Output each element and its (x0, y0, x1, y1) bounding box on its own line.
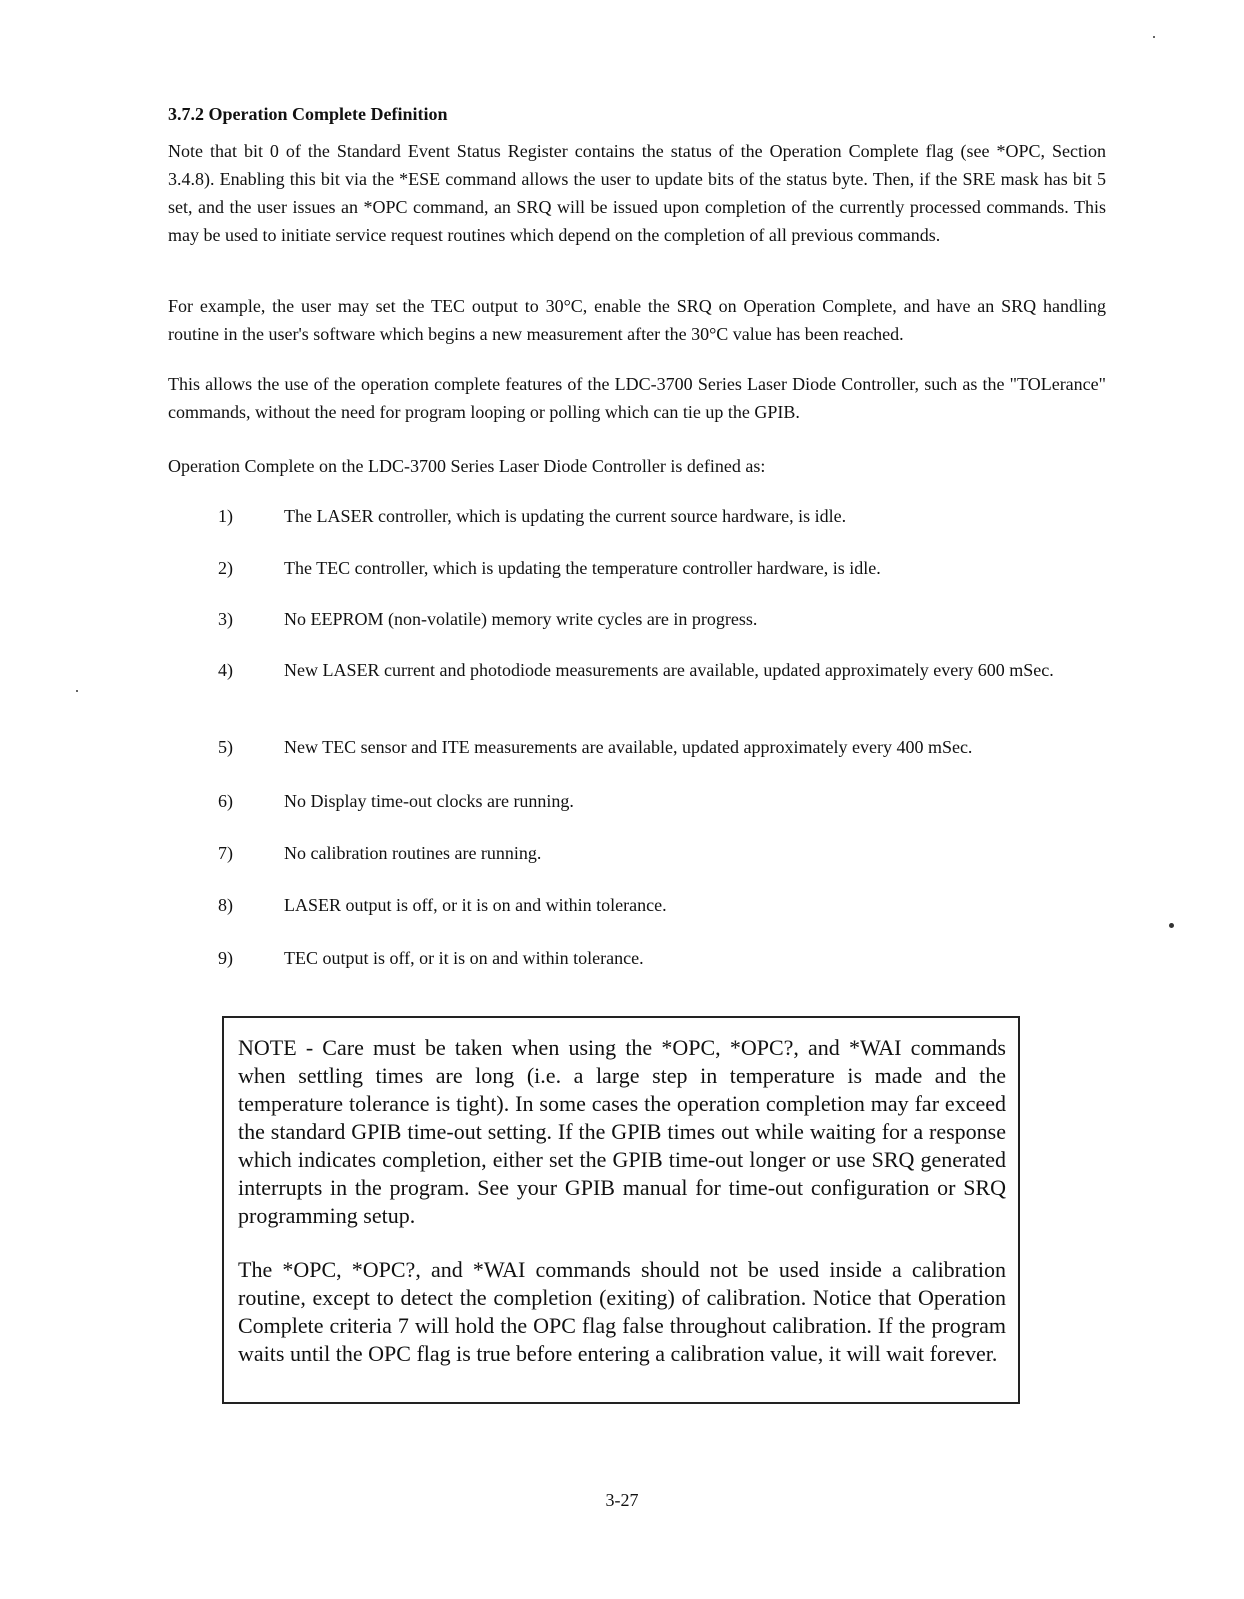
section-heading: 3.7.2 Operation Complete Definition (168, 104, 448, 124)
list-item-text: LASER output is off, or it is on and within tolerance. (284, 895, 667, 915)
list-item-number: 8) (218, 895, 233, 915)
list-item-number: 5) (218, 737, 233, 757)
list-item-number: 2) (218, 558, 233, 578)
list-item-text: The LASER controller, which is updating the current source hardware, is idle. (284, 506, 847, 526)
scan-speck (1169, 923, 1174, 928)
paragraph-definition-intro: Operation Complete on the LDC-3700 Series Laser Diode Controller is defined as: (168, 456, 766, 476)
list-item-text: New TEC sensor and ITE measurements are available, updated approximately every 400 mSec. (284, 737, 973, 757)
list-item-text: The TEC controller, which is updating the temperature controller hardware, is idle. (284, 558, 881, 578)
list-item-text: No EEPROM (non-volatile) memory write cycles are in progress. (284, 609, 758, 629)
paragraph-opc-bit: Note that bit 0 of the Standard Event Status Register contains the status of the Operation Complete flag (see *OPC, Section 3.4.8). Enabling this bit via the *ESE command allows the user to update bits of the status byte. Then, if the SRE mask has bit 5 set, and the user issues an *OPC command, an SRQ will be issued upon completion of the currently processed commands. This may be used to initiate service request routines which depend on the completion of all previous commands. (168, 141, 1106, 245)
list-item-number: 3) (218, 609, 233, 629)
list-item-text: No calibration routines are running. (284, 843, 542, 863)
scan-speck (76, 690, 78, 692)
list-item-number: 7) (218, 843, 233, 863)
list-item-number: 4) (218, 660, 233, 680)
list-item-number: 1) (218, 506, 233, 526)
scan-speck (1153, 36, 1155, 38)
list-item-text: TEC output is off, or it is on and within tolerance. (284, 948, 644, 968)
list-item-text: New LASER current and photodiode measurements are available, updated approximately every 600 mSec. (284, 660, 1054, 680)
note-paragraph-timeout: NOTE - Care must be taken when using the *OPC, *OPC?, and *WAI commands when settling times are long (i.e. a large step in temperature is made and the temperature tolerance is tight). In some cases the operation completion may far exceed the standard GPIB time-out setting. If the GPIB times out while waiting for a response which indicates completion, either set the GPIB time-out longer or use SRQ generated interrupts in the program. See your GPIB manual for time-out configuration or SRQ programming setup. (238, 1035, 1006, 1228)
note-paragraph-calibration: The *OPC, *OPC?, and *WAI commands should not be used inside a calibration routine, except to detect the completion (exiting) of calibration. Notice that Operation Complete criteria 7 will hold the OPC flag false throughout calibration. If the program waits until the OPC flag is true before entering a calibration value, it will wait forever. (238, 1257, 1006, 1366)
list-item-number: 6) (218, 791, 233, 811)
paragraph-tolerance: This allows the use of the operation complete features of the LDC-3700 Series Laser Diode Controller, such as the "TOLerance" commands, without the need for program looping or polling which can tie up the GPIB. (168, 374, 1106, 422)
list-item-number: 9) (218, 948, 233, 968)
list-item-text: No Display time-out clocks are running. (284, 791, 574, 811)
paragraph-example: For example, the user may set the TEC output to 30°C, enable the SRQ on Operation Complete, and have an SRQ handling routine in the user's software which begins a new measurement after the 30°C value has been reached. (168, 296, 1106, 344)
note-box (222, 1016, 1020, 1404)
page-number: 3-27 (605, 1490, 639, 1510)
